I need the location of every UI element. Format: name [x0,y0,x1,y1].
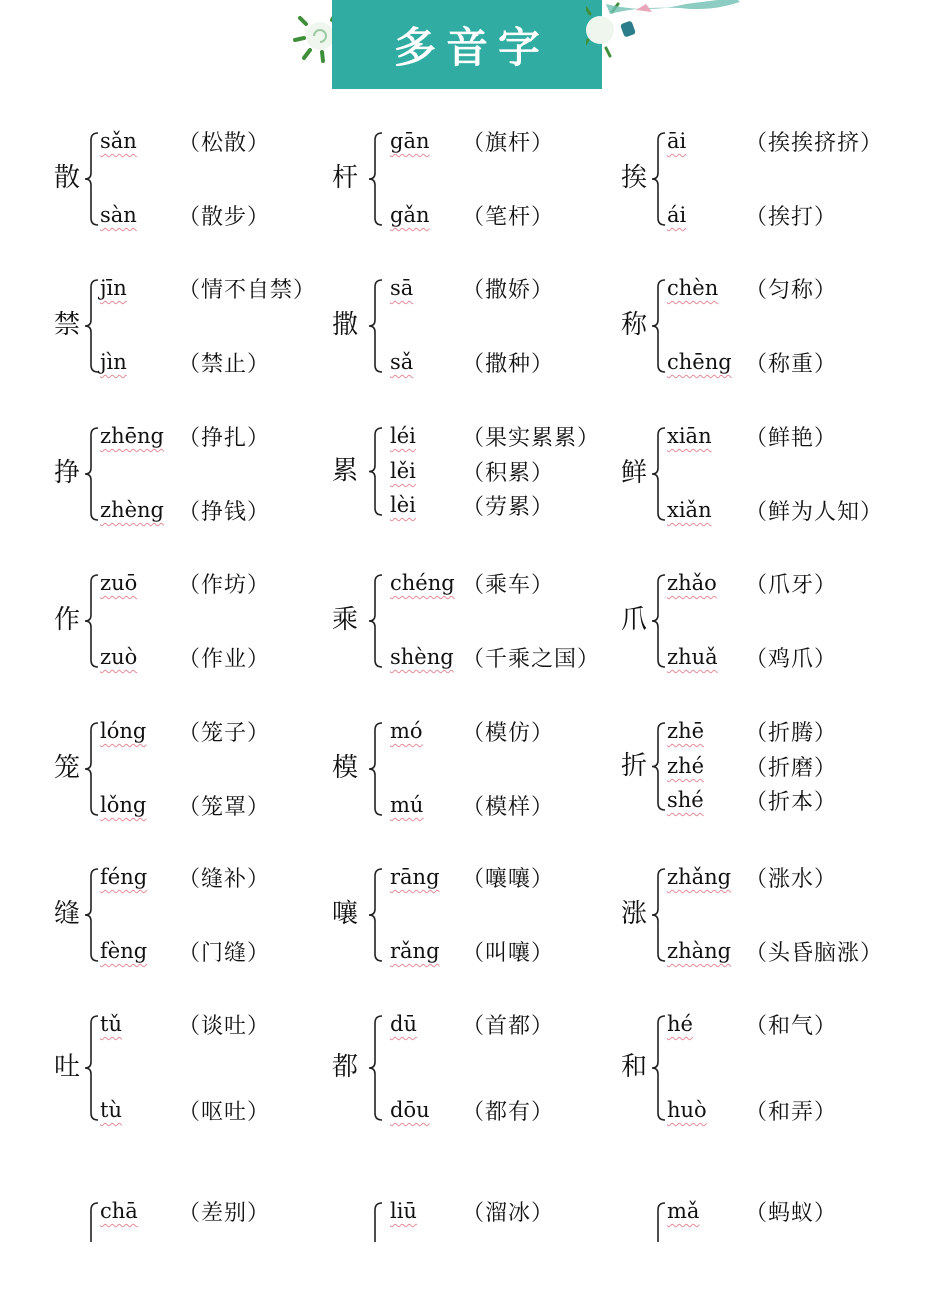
example-word: （鲜艳） [745,425,838,451]
example-word: （撒娇） [462,277,555,303]
pinyin: mú [390,793,424,817]
reading-row [617,642,917,672]
head-character: 挨 [621,163,648,193]
example-word: （千乘之国） [462,646,601,672]
reading-row [50,1095,350,1125]
reading-row [50,421,350,451]
pinyin: xiǎn [667,498,712,522]
reading-row [50,126,350,156]
pinyin: zuò [100,645,138,669]
pinyin: sàn [100,203,137,227]
reading-row [617,568,917,598]
head-character: 鲜 [621,458,648,488]
pinyin: rǎng [390,939,440,963]
example-word: （称重） [745,351,838,377]
example-word: （折磨） [745,755,838,781]
head-character: 禁 [54,310,81,340]
example-word: （模样） [462,794,555,820]
pinyin: zhē [667,719,705,743]
reading-row [50,200,350,230]
example-word: （笼子） [178,720,271,746]
pinyin: lǒng [100,793,147,817]
pinyin: chēng [667,350,732,374]
reading-row [617,126,917,156]
example-word: （和弄） [745,1099,838,1125]
example-word: （笔杆） [462,204,555,230]
reading-row [328,1196,628,1226]
reading-row [328,1009,628,1039]
pinyin: léi [390,424,416,448]
pinyin: shèng [390,645,454,669]
reading-row [617,751,917,781]
head-character: 折 [621,750,648,781]
reading-row [328,200,628,230]
reading-row [328,490,628,520]
example-word: （旗杆） [462,130,555,156]
example-word: （涨水） [745,866,838,892]
pinyin: rāng [390,865,440,889]
example-word: （鲜为人知） [745,499,884,525]
example-word: （笼罩） [178,794,271,820]
reading-row [328,790,628,820]
head-character: 涨 [621,899,648,929]
head-character: 笼 [54,753,81,783]
example-word: （散步） [178,204,271,230]
reading-row [50,1009,350,1039]
pinyin: sǎn [100,129,137,153]
pinyin: sǎ [390,350,414,374]
reading-row [617,273,917,303]
example-word: （松散） [178,130,271,156]
pinyin: dōu [390,1098,430,1122]
reading-row [50,790,350,820]
example-word: （首都） [462,1013,555,1039]
reading-row [617,495,917,525]
pinyin: shé [667,788,704,812]
reading-row [328,568,628,598]
example-word: （都有） [462,1099,555,1125]
example-word: （作坊） [178,572,271,598]
example-word: （嚷嚷） [462,866,555,892]
reading-row [50,1196,350,1226]
head-character: 杆 [332,163,359,193]
reading-row [617,1009,917,1039]
example-word: （乘车） [462,572,555,598]
pinyin: dū [390,1012,417,1036]
head-character: 累 [332,455,359,486]
head-character: 都 [332,1052,359,1082]
pinyin: fèng [100,939,148,963]
pinyin: zuō [100,571,138,595]
reading-row [328,862,628,892]
reading-row [50,495,350,525]
example-word: （叫嚷） [462,940,555,966]
pinyin: jīn [100,276,127,300]
example-word: （鸡爪） [745,646,838,672]
example-word: （劳累） [462,494,555,520]
example-word: （缝补） [178,866,271,892]
pinyin: huò [667,1098,707,1122]
reading-row [50,568,350,598]
example-word: （禁止） [178,351,271,377]
reading-row [617,1095,917,1125]
example-word: （爪牙） [745,572,838,598]
example-word: （差别） [178,1200,271,1226]
reading-row [50,936,350,966]
pinyin: zhuǎ [667,645,718,669]
reading-row [50,862,350,892]
example-word: （积累） [462,460,555,486]
reading-row [617,1196,917,1226]
pinyin: chèn [667,276,719,300]
reading-row [617,936,917,966]
pinyin: zhēng [100,424,164,448]
head-character: 爪 [621,605,648,635]
pinyin: féng [100,865,148,889]
pinyin: mó [390,719,423,743]
example-word: （谈吐） [178,1013,271,1039]
reading-row [617,785,917,815]
reading-row [50,716,350,746]
head-character: 缝 [54,899,81,929]
example-word: （折腾） [745,720,838,746]
example-word: （撒种） [462,351,555,377]
pinyin: gǎn [390,203,430,227]
reading-row [328,456,628,486]
leaf-decoration-icon [586,0,746,60]
example-word: （果实累累） [462,425,601,451]
example-word: （挨挨挤挤） [745,130,884,156]
head-character: 撒 [332,310,359,340]
example-word: （蚂蚁） [745,1200,838,1226]
reading-row [617,421,917,451]
reading-row [328,936,628,966]
pinyin: gān [390,129,430,153]
reading-row [328,1095,628,1125]
pinyin: chā [100,1199,138,1223]
pinyin: zhàng [667,939,732,963]
head-character: 散 [54,163,81,193]
pinyin: zhǎng [667,865,732,889]
reading-row [328,642,628,672]
head-character: 嚷 [332,899,359,929]
reading-row [50,642,350,672]
head-character: 称 [621,310,648,340]
example-word: （头昏脑涨） [745,940,884,966]
pinyin: āi [667,129,687,153]
pinyin: xiān [667,424,712,448]
example-word: （挣钱） [178,499,271,525]
title-banner [332,0,602,89]
pinyin: hé [667,1012,693,1036]
reading-row [617,200,917,230]
pinyin: chéng [390,571,455,595]
reading-row [328,126,628,156]
pinyin: lèi [390,493,416,517]
pinyin: lěi [390,459,416,483]
pinyin: tù [100,1098,122,1122]
head-character: 乘 [332,605,359,635]
header [0,0,929,100]
reading-row [50,347,350,377]
pinyin: lóng [100,719,147,743]
pinyin: liū [390,1199,417,1223]
head-character: 模 [332,753,359,783]
pinyin: zhé [667,754,705,778]
reading-row [617,862,917,892]
reading-row [50,273,350,303]
reading-row [328,716,628,746]
example-word: （呕吐） [178,1099,271,1125]
example-word: （挣扎） [178,425,271,451]
pinyin: jìn [100,350,127,374]
example-word: （门缝） [178,940,271,966]
example-word: （挨打） [745,204,838,230]
example-word: （折本） [745,789,838,815]
example-word: （情不自禁） [178,277,317,303]
pinyin: ái [667,203,687,227]
pinyin: zhèng [100,498,164,522]
head-character: 吐 [54,1052,81,1082]
pinyin: mǎ [667,1199,700,1223]
head-character: 挣 [54,458,81,488]
pinyin: tǔ [100,1012,122,1036]
reading-row [328,421,628,451]
head-character: 作 [54,605,81,635]
example-word: （作业） [178,646,271,672]
example-word: （模仿） [462,720,555,746]
example-word: （溜冰） [462,1200,555,1226]
page-title: 多音字 [393,22,550,72]
head-character: 和 [621,1052,648,1082]
pinyin: zhǎo [667,571,717,595]
example-word: （匀称） [745,277,838,303]
reading-row [328,273,628,303]
reading-row [617,347,917,377]
example-word: （和气） [745,1013,838,1039]
reading-row [617,716,917,746]
pinyin: sā [390,276,414,300]
reading-row [328,347,628,377]
